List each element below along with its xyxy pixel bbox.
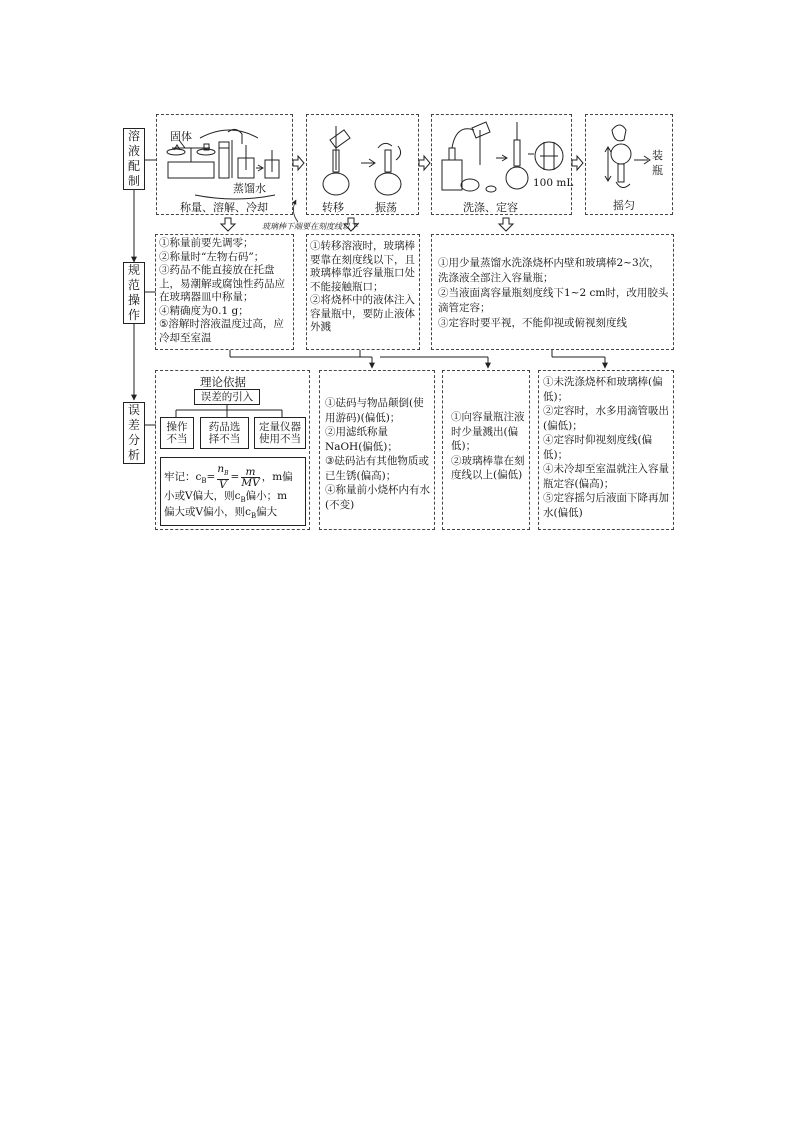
handwritten-note: 玻璃棒下端要在刻度线以下	[262, 222, 358, 231]
formula-text: 偏大或V偏小，则c	[164, 506, 251, 518]
side-char: 制	[127, 174, 140, 188]
side-label-error-analysis	[123, 402, 145, 464]
side-char: 误	[127, 403, 140, 417]
formula-text: 偏小；m	[245, 490, 288, 502]
norm-transfer-text: ①转移溶液时，玻璃棒要靠在刻度线以下，且玻璃棒靠近容量瓶口处不能接触瓶口； ②将烧杯中的液体注入容量瓶中，要防止液体外溅	[310, 240, 415, 333]
norm-wash-text: ①用少量蒸馏水洗涤烧杯内壁和玻璃棒2~3次，洗涤液全部注入容量瓶； ②当液面离容量瓶刻度线下1~2 cm时，改用胶头滴管定容； ③定容时要平视，不能仰视或俯视刻度线	[438, 257, 669, 329]
cause-instrument-box: 定量仪器 使用不当	[254, 417, 306, 449]
side-char: 析	[127, 448, 140, 462]
side-char: 分	[127, 433, 140, 447]
formula-sub: B	[201, 477, 207, 486]
step-arrow-3	[572, 156, 583, 170]
side-label-standard-ops	[123, 262, 145, 324]
formula-eq: =	[206, 471, 216, 484]
side-char: 作	[127, 308, 140, 322]
side-char: 差	[127, 418, 140, 432]
bottle-label	[652, 148, 663, 178]
transfer-caption: 转移	[322, 201, 344, 214]
fraction-nb-v	[217, 464, 228, 490]
side-char: 溶	[127, 129, 140, 143]
mix-caption: 摇匀	[613, 199, 635, 212]
formula-line-3	[164, 506, 277, 524]
shake-caption: 振荡	[375, 201, 397, 214]
side-char: 规	[127, 263, 140, 277]
formula-line-2	[164, 490, 287, 508]
water-label: 蒸馏水	[233, 182, 266, 195]
error-weigh-text: ①砝码与物品颠倒(使用游码)(偏低)； ②用滤纸称量NaOH(偏低)； ③砝码沾有其他物质或已生锈(偏高)； ④称量前小烧杯内有水(不变)	[325, 397, 430, 511]
frac-den: MV	[241, 476, 260, 489]
theory-title: 理论依据	[200, 375, 246, 389]
formula-prefix: 牢记：c	[164, 471, 202, 484]
side-char: 操	[127, 293, 140, 307]
frac-num: n	[217, 463, 225, 475]
error-transfer-text: ①向容量瓶注液时少量溅出(偏低)； ②玻璃棒靠在刻度线以上(偏低)	[451, 411, 525, 481]
frac-num-sub: B	[224, 470, 229, 478]
solid-label: 固体	[170, 130, 192, 143]
step-arrow-1	[293, 156, 304, 170]
side-label-solution-prep	[123, 128, 145, 190]
frac-num: m	[241, 467, 259, 478]
error-wash-text: ①未洗涤烧杯和玻璃棒(偏低)； ②定容时，水多用滴管吸出(偏低)； ④定容时仰视刻度线(偏低)； ④未冷却至室温就注入容量瓶定容(偏高)； ⑤定容摇匀后液面下降再加水(偏低)	[543, 376, 669, 519]
step1-caption: 称量、溶解、冷却	[180, 201, 268, 214]
side-char: 液	[127, 144, 140, 158]
bottle-char: 装	[652, 149, 663, 162]
formula-text: 偏大	[256, 506, 278, 518]
formula-sub: B	[250, 512, 257, 521]
formula-sub: B	[240, 496, 246, 505]
side-char: 配	[127, 159, 140, 173]
cause-reagent-box: 药品选 择不当	[200, 417, 249, 449]
formula-tail: ，m偏	[261, 471, 293, 484]
step3-caption: 洗涤、定容	[463, 201, 518, 214]
step-arrow-2	[419, 156, 430, 170]
error-intro-box: 误差的引入	[194, 389, 260, 405]
bottle-char: 瓶	[652, 164, 663, 177]
norm-weigh-text: ①称量前要先调零； ②称量时“左物右码”； ③药品不能直接放在托盘上，易潮解或腐蚀性药品应在玻璃器皿中称量； ④精确度为0.1 g； ⑤溶解时溶液温度过高，应冷却至室温	[159, 237, 285, 344]
side-char: 范	[127, 278, 140, 292]
formula-line-1	[164, 464, 293, 490]
formula-text: 小或V偏大，则c	[164, 490, 241, 502]
fraction-m-mv	[241, 467, 259, 488]
frac-den: V	[219, 479, 227, 492]
volume-label: 100 mL	[533, 177, 574, 189]
formula-eq: =	[230, 471, 240, 484]
cause-operation-box: 操作 不当	[160, 417, 194, 449]
